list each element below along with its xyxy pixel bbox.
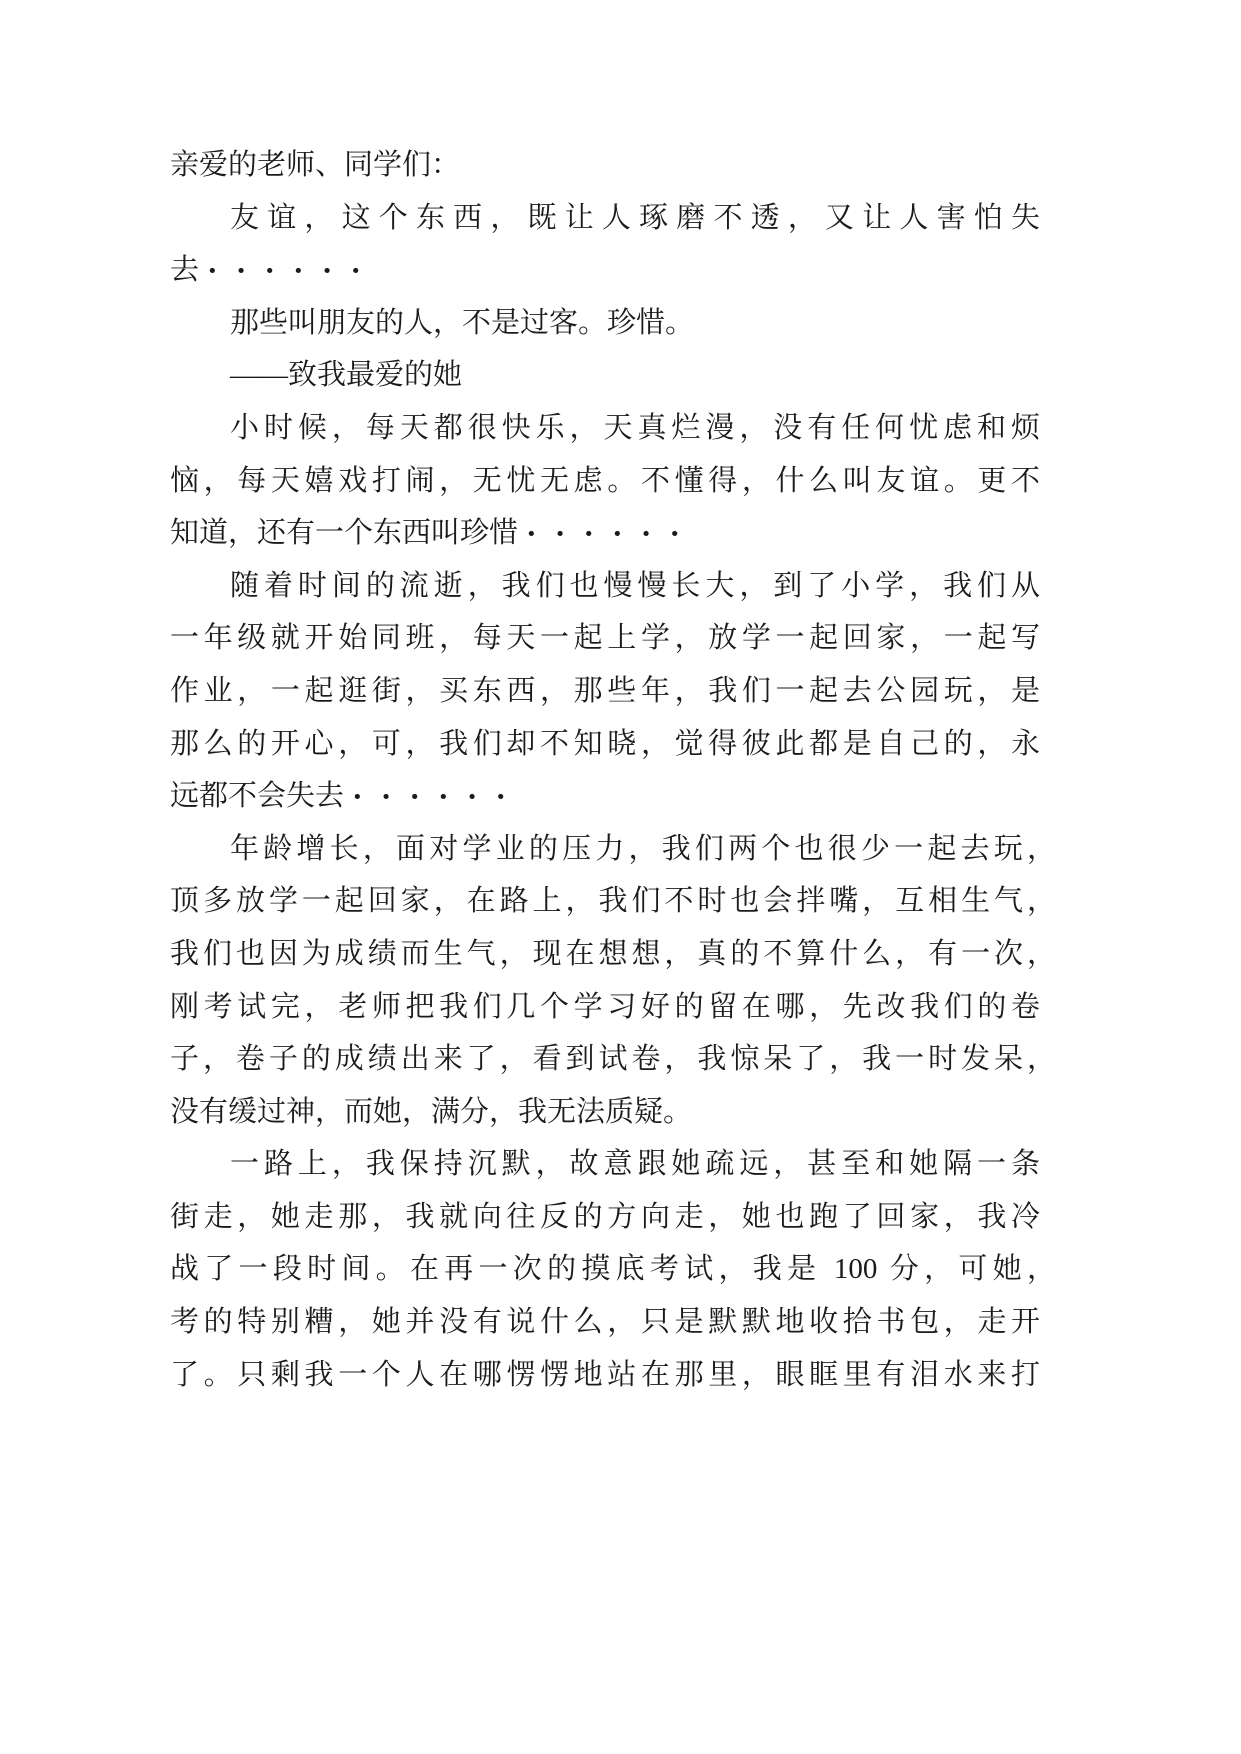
- text-line: 顶多放学一起回家，在路上，我们不时也会拌嘴，互相生气，: [170, 885, 1056, 918]
- text-line-content: 去: [170, 254, 200, 287]
- text-line: 了。只剩我一个人在哪愣愣地站在那里，眼眶里有泪水来打: [170, 1358, 1040, 1391]
- text-line: 我们也因为成绩而生气，现在想想，真的不算什么，有一次，: [170, 937, 1056, 970]
- paragraph-childhood: [170, 402, 1090, 560]
- text-line: 小时候，每天都很快乐，天真烂漫，没有任何忧虑和烦: [230, 411, 1040, 444]
- text-line: 作业，一起逛街，买东西，那些年，我们一起去公园玩，是: [170, 674, 1040, 707]
- text-line: 一路上，我保持沉默，故意跟她疏远，甚至和她隔一条: [230, 1148, 1040, 1181]
- text-line: 那么的开心，可，我们却不知晓，觉得彼此都是自己的，永: [170, 727, 1040, 760]
- text-line: 恼，每天嬉戏打闹，无忧无虑。不懂得，什么叫友谊。更不: [170, 464, 1040, 497]
- paragraph-intro: [170, 192, 1090, 297]
- text-line: 战了一段时间。在再一次的摸底考试，我是 100 分，可她，: [170, 1253, 1056, 1286]
- text-line: [170, 244, 1090, 297]
- salutation: 亲爱的老师、同学们：: [170, 149, 461, 181]
- text-line: 刚考试完，老师把我们几个学习好的留在哪，先改我们的卷: [170, 990, 1040, 1023]
- text-line: 街走，她走那，我就向往反的方向走，她也跑了回家，我冷: [170, 1200, 1040, 1233]
- text-line: 考的特别糟，她并没有说什么，只是默默地收拾书包，走开: [170, 1306, 1040, 1339]
- ellipsis: ······: [207, 252, 380, 289]
- text-line: 那些叫朋友的人，不是过客。珍惜。: [230, 306, 695, 339]
- text-line: 随着时间的流逝，我们也慢慢长大，到了小学，我们从: [230, 569, 1040, 602]
- ellipsis: ······: [352, 778, 525, 815]
- text-line: [170, 770, 1090, 823]
- text-line-content: 远都不会失去: [170, 780, 345, 813]
- letter-body: [170, 139, 1090, 1401]
- text-line: ——致我最爱的她: [230, 359, 463, 392]
- paragraph-primary-school: [170, 560, 1090, 823]
- ellipsis: ······: [526, 515, 699, 552]
- paragraph-growing-up: [170, 823, 1090, 1139]
- paragraph-dedication: [170, 349, 1090, 402]
- text-line: 没有缓过神，而她，满分，我无法质疑。: [170, 1095, 693, 1128]
- text-line: 一年级就开始同班，每天一起上学，放学一起回家，一起写: [170, 622, 1040, 655]
- text-line: 友谊，这个东西，既让人琢磨不透，又让人害怕失: [230, 201, 1040, 234]
- paragraph-on-the-way: [170, 1138, 1090, 1401]
- text-line: 子，卷子的成绩出来了，看到试卷，我惊呆了，我一时发呆，: [170, 1043, 1056, 1076]
- text-line-content: 知道，还有一个东西叫珍惜: [170, 517, 519, 550]
- paragraph-motto: [170, 297, 1090, 350]
- text-line: 年龄增长，面对学业的压力，我们两个也很少一起去玩，: [230, 832, 1056, 865]
- text-line: [170, 507, 1090, 560]
